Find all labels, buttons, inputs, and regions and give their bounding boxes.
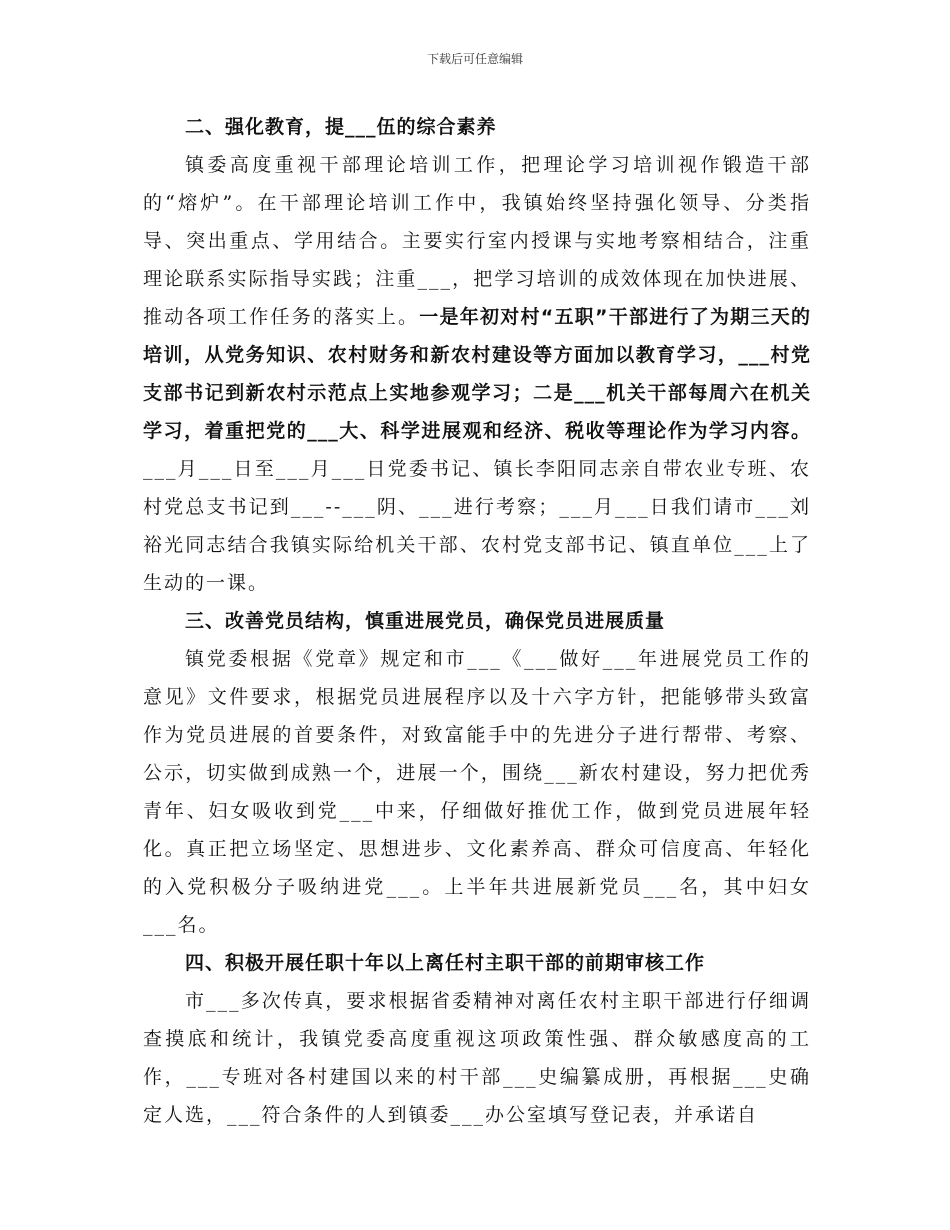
- paragraph-2-text-cont: ___月___日至___月___日党委书记、镇长李阳同志亲自带农业专班、农村党总支书记到___--___阴、___进行考察；___月___日我们请市___刘裕光同志结合我镇实际给机关干部、农村党支部书记、镇直单位___上了生动的一课。: [143, 458, 811, 594]
- paragraph-3-text: 镇党委根据《党章》规定和市___《___做好___年进展党员工作的意见》文件要求，根据党员进展程序以及十六字方针，把能够带头致富作为党员进展的首要条件，对致富能手中的先进分子进行帮带、考察、公示，切实做到成熟一个，进展一个，围绕___新农村建设，努力把优秀青年、妇女吸收到党___中来，仔细做好推优工作，做到党员进展年轻化。真正把立场坚定、思想进步、文化素养高、群众可信度高、年轻化的入党积极分子吸纳进党___。上半年共进展新党员___名，其中妇女___名。: [143, 648, 811, 936]
- paragraph-2-text: 镇委高度重视干部理论培训工作，把理论学习培训视作锻造干部的“熔炉”。在干部理论培训工作中，我镇始终坚持强化领导、分类指导、突出重点、学用结合。主要实行室内授课与实地考察相结合，注重理论联系实际指导实践；注重___，把学习培训的成效体现在加快进展、推动各项工作任务的落实上。: [143, 154, 811, 328]
- section-heading-4: 四、积极开展任职十年以上离任村主职干部的前期审核工作: [185, 952, 706, 974]
- paragraph-2: [143, 146, 811, 602]
- section-heading-2: 二、强化教育，提___伍的综合素养: [185, 116, 497, 138]
- document-body: [143, 108, 811, 1134]
- paragraph-2-bold-text: 一是年初对村“五职”干部进行了为期三天的培训，从党务知识、农村财务和新农村建设等方面加以教育学习，___村党支部书记到新农村示范点上实地参观学习；二是___机关干部每周六在机关学习，着重把党的___大、科学进展观和经济、税收等理论作为学习内容。: [143, 306, 811, 442]
- paragraph-4: [143, 982, 811, 1134]
- section-heading-3: 三、改善党员结构，慎重进展党员，确保党员进展质量: [185, 610, 666, 632]
- paragraph-3: [143, 640, 811, 944]
- paragraph-4-text: 市___多次传真，要求根据省委精神对离任农村主职干部进行仔细调查摸底和统计，我镇党委高度重视这项政策性强、群众敏感度高的工作，___专班对各村建国以来的村干部___史编纂成册，再根据___史确定人选，___符合条件的人到镇委___办公室填写登记表，并承诺自: [143, 990, 811, 1126]
- page-header: 下载后可任意编辑: [426, 52, 523, 66]
